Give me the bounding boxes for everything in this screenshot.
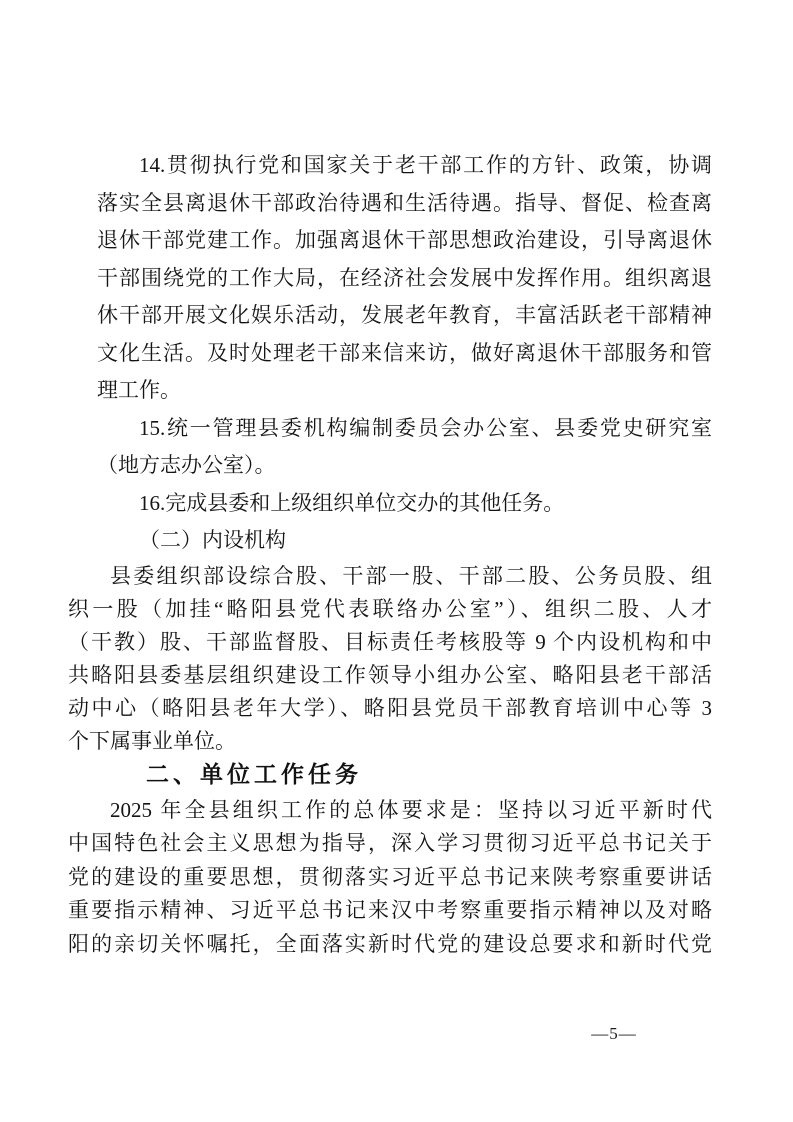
- text-line: 16.完成县委和上级组织单位交办的其他任务。: [139, 490, 565, 515]
- text-line: 文化生活。及时处理老干部来信来访，做好离退休干部服务和管: [97, 340, 712, 365]
- text-line: 15.统一管理县委机构编制委员会办公室、县委党史研究室: [139, 415, 712, 440]
- text-line: 2025 年全县组织工作的总体要求是：坚持以习近平新时代: [110, 797, 712, 822]
- text-line: 休干部开展文化娱乐活动，发展老年教育，丰富活跃老干部精神: [97, 303, 712, 327]
- text-line: 县委组织部设综合股、干部一股、干部二股、公务员股、组: [110, 563, 712, 588]
- text-line: 14.贯彻执行党和国家关于老干部工作的方针、政策，协调: [139, 153, 712, 177]
- text-line: 退休干部党建工作。加强离退休干部思想政治建设，引导离退休: [97, 228, 712, 252]
- text-line: 动中心（略阳县老年大学）、略阳县党员干部教育培训中心等 3: [68, 695, 712, 720]
- page-number: —5—: [591, 1024, 637, 1043]
- text-line: 党的建设的重要思想，贯彻落实习近平总书记来陕考察重要讲话: [68, 864, 712, 889]
- document-content: [68, 147, 712, 961]
- section-heading-internal-orgs: （二）内设机构: [139, 528, 286, 552]
- text-line: 中国特色社会主义思想为指导，深入学习贯彻习近平总书记关于: [68, 831, 712, 855]
- heading-unit-work-tasks: 二、单位工作任务: [146, 760, 362, 787]
- text-line: 重要指示精神、习近平总书记来汉中考察重要指示精神以及对略: [68, 898, 712, 922]
- text-line: 落实全县离退休干部政治待遇和生活待遇。指导、督促、检查离: [97, 190, 712, 215]
- paragraph-16: [97, 485, 712, 523]
- text-line: 共略阳县委基层组织建设工作领导小组办公室、略阳县老干部活: [68, 662, 712, 687]
- text-line: 理工作。: [97, 378, 181, 402]
- paragraph-14: [97, 147, 712, 410]
- text-line: 个下属事业单位。: [68, 728, 236, 753]
- text-line: （干教）股、干部监督股、目标责任考核股等 9 个内设机构和中: [68, 629, 712, 654]
- text-line: （地方志办公室）。: [97, 453, 276, 477]
- text-line: 阳的亲切关怀嘱托，全面落实新时代党的建设总要求和新时代党: [68, 931, 712, 956]
- paragraph-15: [97, 410, 712, 485]
- paragraph-2025-overview: [68, 794, 712, 962]
- text-line: 织一股（加挂“略阳县党代表联络办公室”）、组织二股、人才: [68, 596, 712, 621]
- text-line: 干部围绕党的工作大局，在经济社会发展中发挥作用。组织离退: [97, 265, 712, 290]
- paragraph-internal-orgs: [68, 560, 712, 758]
